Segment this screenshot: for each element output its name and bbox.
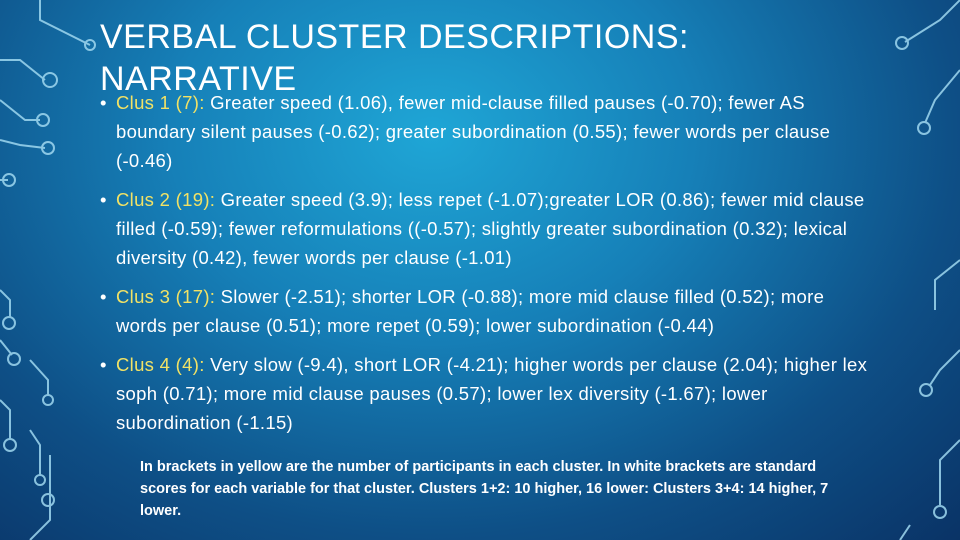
circuit-node: [918, 122, 930, 134]
bullet-list: [100, 88, 870, 437]
cluster-label: Clus 2 (19):: [116, 189, 216, 210]
circuit-trace: [0, 400, 10, 440]
bullet-cluster-3: [100, 282, 870, 340]
bullet-cluster-2: [100, 185, 870, 272]
circuit-node: [3, 317, 15, 329]
circuit-trace: [30, 360, 48, 395]
circuit-trace: [40, 0, 90, 45]
circuit-trace: [935, 260, 960, 310]
bullet-marker: •: [100, 92, 107, 113]
bullet-marker: •: [100, 354, 107, 375]
circuit-trace: [940, 440, 960, 505]
circuit-trace: [0, 140, 45, 148]
circuit-node: [896, 37, 908, 49]
cluster-description: Greater speed (3.9); less repet (-1.07);greater LOR (0.86); fewer mid clause filled (-0.59); fewer reformulations ((-0.57); slightly greater subordination (0.32); lexical diversity (0.42), fewer words per clause (-1.01): [116, 189, 865, 268]
circuit-trace: [905, 0, 960, 42]
circuit-trace: [30, 430, 40, 475]
bullet-cluster-4: [100, 350, 870, 437]
cluster-label: Clus 1 (7):: [116, 92, 205, 113]
circuit-node: [934, 506, 946, 518]
circuit-trace: [0, 60, 45, 80]
circuit-node: [42, 494, 54, 506]
circuit-node: [35, 475, 45, 485]
circuit-node: [4, 439, 16, 451]
circuit-trace: [0, 290, 10, 318]
cluster-label: Clus 4 (4):: [116, 354, 205, 375]
circuit-trace: [925, 70, 960, 123]
bullet-marker: •: [100, 286, 107, 307]
circuit-trace: [930, 350, 960, 385]
bullet-cluster-1: [100, 88, 870, 175]
circuit-trace: [0, 340, 12, 355]
circuit-node: [8, 353, 20, 365]
circuit-node: [43, 73, 57, 87]
circuit-node: [920, 384, 932, 396]
circuit-trace: [900, 525, 910, 540]
circuit-trace: [0, 100, 40, 120]
cluster-description: Greater speed (1.06), fewer mid-clause filled pauses (-0.70); fewer AS boundary silent pauses (-0.62); greater subordination (0.55); fewer words per clause (-0.46): [116, 92, 831, 171]
footnote: In brackets in yellow are the number of participants in each cluster. In white brackets are standard scores for each variable for that cluster. Clusters 1+2: 10 higher, 16 lower: Clusters 3+4: 14 higher, 7 lower.: [140, 459, 829, 519]
cluster-description: Very slow (-9.4), short LOR (-4.21); higher words per clause (2.04); higher lex soph (0.71); more mid clause pauses (0.57); lower lex diversity (-1.67); lower subordination (-1.15): [116, 354, 868, 433]
cluster-description: Slower (-2.51); shorter LOR (-0.88); more mid clause filled (0.52); more words per clause (0.51); more repet (0.59); lower subordination (-0.44): [116, 286, 825, 336]
circuit-node: [43, 395, 53, 405]
cluster-label: Clus 3 (17):: [116, 286, 216, 307]
bullet-marker: •: [100, 189, 107, 210]
slide-title: VERBAL CLUSTER DESCRIPTIONS: NARRATIVE: [100, 18, 689, 98]
